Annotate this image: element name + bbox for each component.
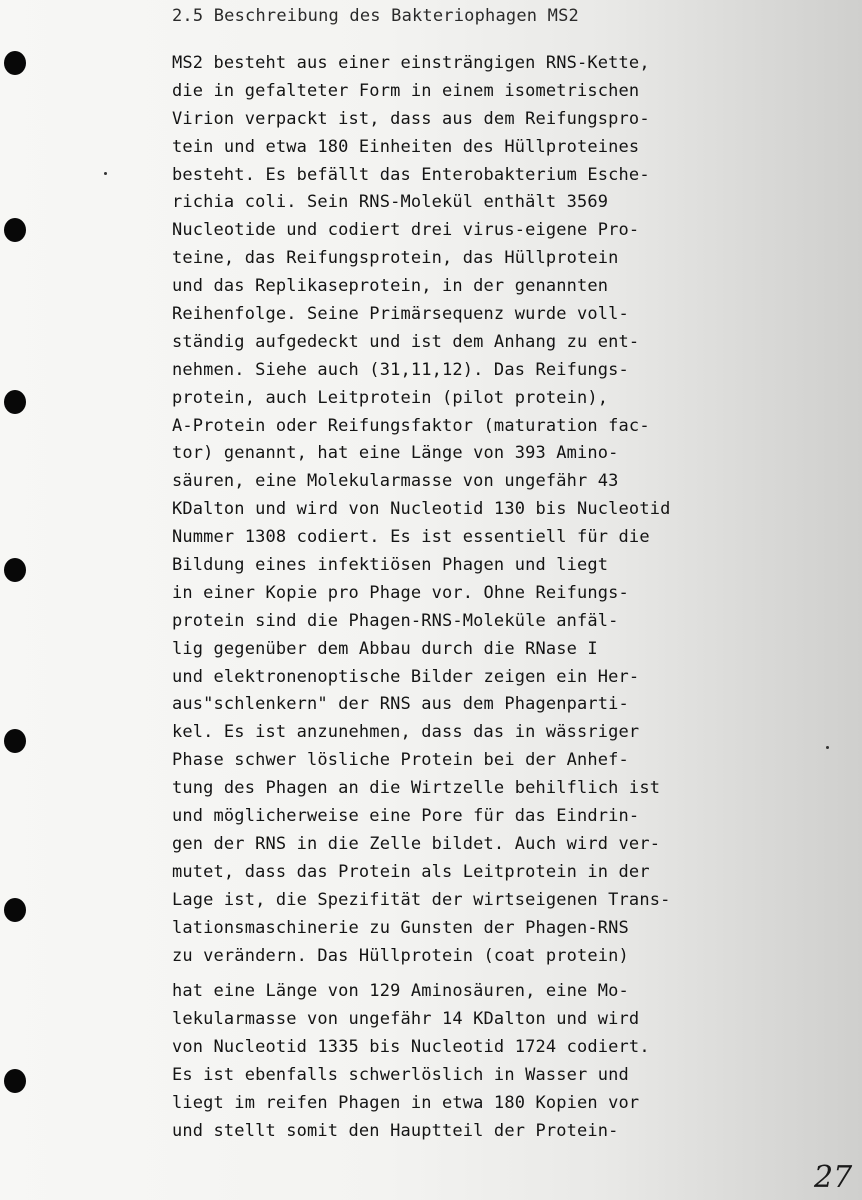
page-number: 27 (814, 1160, 853, 1195)
text-line: tung des Phagen an die Wirtzelle behilflich ist (172, 778, 661, 799)
text-line: kel. Es ist anzunehmen, dass das in wässriger (172, 722, 640, 743)
text-line: zu verändern. Das Hüllprotein (coat protein) (172, 945, 629, 966)
text-line: die in gefalteter Form in einem isometrischen (172, 80, 640, 101)
punch-hole (4, 1069, 26, 1093)
text-line: in einer Kopie pro Phage vor. Ohne Reifungs- (172, 582, 629, 603)
text-line: Nucleotide und codiert drei virus-eigene Pro- (172, 220, 640, 241)
text-line: mutet, dass das Protein als Leitprotein in der (172, 861, 650, 882)
text-line: nehmen. Siehe auch (31,11,12). Das Reifungs- (172, 359, 629, 380)
punch-hole (4, 218, 26, 242)
text-line: säuren, eine Molekularmasse von ungefähr 43 (172, 471, 619, 492)
text-line: A-Protein oder Reifungsfaktor (maturation fac- (172, 415, 650, 436)
text-line: und stellt somit den Hauptteil der Protein- (172, 1120, 619, 1141)
punch-hole (4, 558, 26, 582)
text-line: Reihenfolge. Seine Primärsequenz wurde voll- (172, 304, 629, 325)
text-line: und das Replikaseprotein, in der genannten (172, 276, 609, 297)
text-line: und elektronenoptische Bilder zeigen ein Her- (172, 666, 640, 687)
text-line: Bildung eines infektiösen Phagen und liegt (172, 555, 609, 576)
dust-speck (104, 172, 107, 175)
text-line: protein sind die Phagen-RNS-Moleküle anfäl- (172, 610, 619, 631)
punch-hole (4, 51, 26, 75)
text-line: ständig aufgedeckt und ist dem Anhang zu ent- (172, 331, 640, 352)
text-line: protein, auch Leitprotein (pilot protein), (172, 387, 609, 408)
punch-hole (4, 898, 26, 922)
text-line: Virion verpackt ist, dass aus dem Reifungspro- (172, 108, 650, 129)
text-line: lig gegenüber dem Abbau durch die RNase I (172, 638, 598, 659)
text-line: von Nucleotid 1335 bis Nucleotid 1724 codiert. (172, 1037, 650, 1058)
punch-hole (4, 729, 26, 753)
text-line: aus"schlenkern" der RNS aus dem Phagenparti- (172, 694, 629, 715)
text-line: Nummer 1308 codiert. Es ist essentiell für die (172, 527, 650, 548)
text-line: gen der RNS in die Zelle bildet. Auch wird ver- (172, 833, 661, 854)
body-text (172, 50, 772, 1146)
text-line: teine, das Reifungsprotein, das Hüllprotein (172, 248, 619, 269)
text-line: tor) genannt, hat eine Länge von 393 Amino- (172, 443, 619, 464)
text-line: besteht. Es befällt das Enterobakterium Esche- (172, 164, 650, 185)
punch-hole (4, 390, 26, 414)
text-line: tein und etwa 180 Einheiten des Hüllproteines (172, 136, 640, 157)
text-line: Lage ist, die Spezifität der wirtseigenen Trans- (172, 889, 671, 910)
text-line: Es ist ebenfalls schwerlöslich in Wasser und (172, 1065, 629, 1086)
text-line: lekularmasse von ungefähr 14 KDalton und wird (172, 1009, 640, 1030)
text-line: hat eine Länge von 129 Aminosäuren, eine Mo- (172, 981, 629, 1002)
section-heading: 2.5 Beschreibung des Bakteriophagen MS2 (172, 6, 579, 26)
text-line: MS2 besteht aus einer einsträngigen RNS-Kette, (172, 53, 650, 73)
text-line: und möglicherweise eine Pore für das Eindrin- (172, 806, 640, 827)
text-line: lationsmaschinerie zu Gunsten der Phagen-RNS (172, 917, 629, 938)
text-line: Phase schwer lösliche Protein bei der Anhef- (172, 750, 629, 771)
text-line: KDalton und wird von Nucleotid 130 bis Nucleotid (172, 499, 671, 520)
text-line: liegt im reifen Phagen in etwa 180 Kopien vor (172, 1092, 640, 1113)
dust-speck (826, 746, 829, 749)
text-line: richia coli. Sein RNS-Molekül enthält 3569 (172, 192, 609, 213)
